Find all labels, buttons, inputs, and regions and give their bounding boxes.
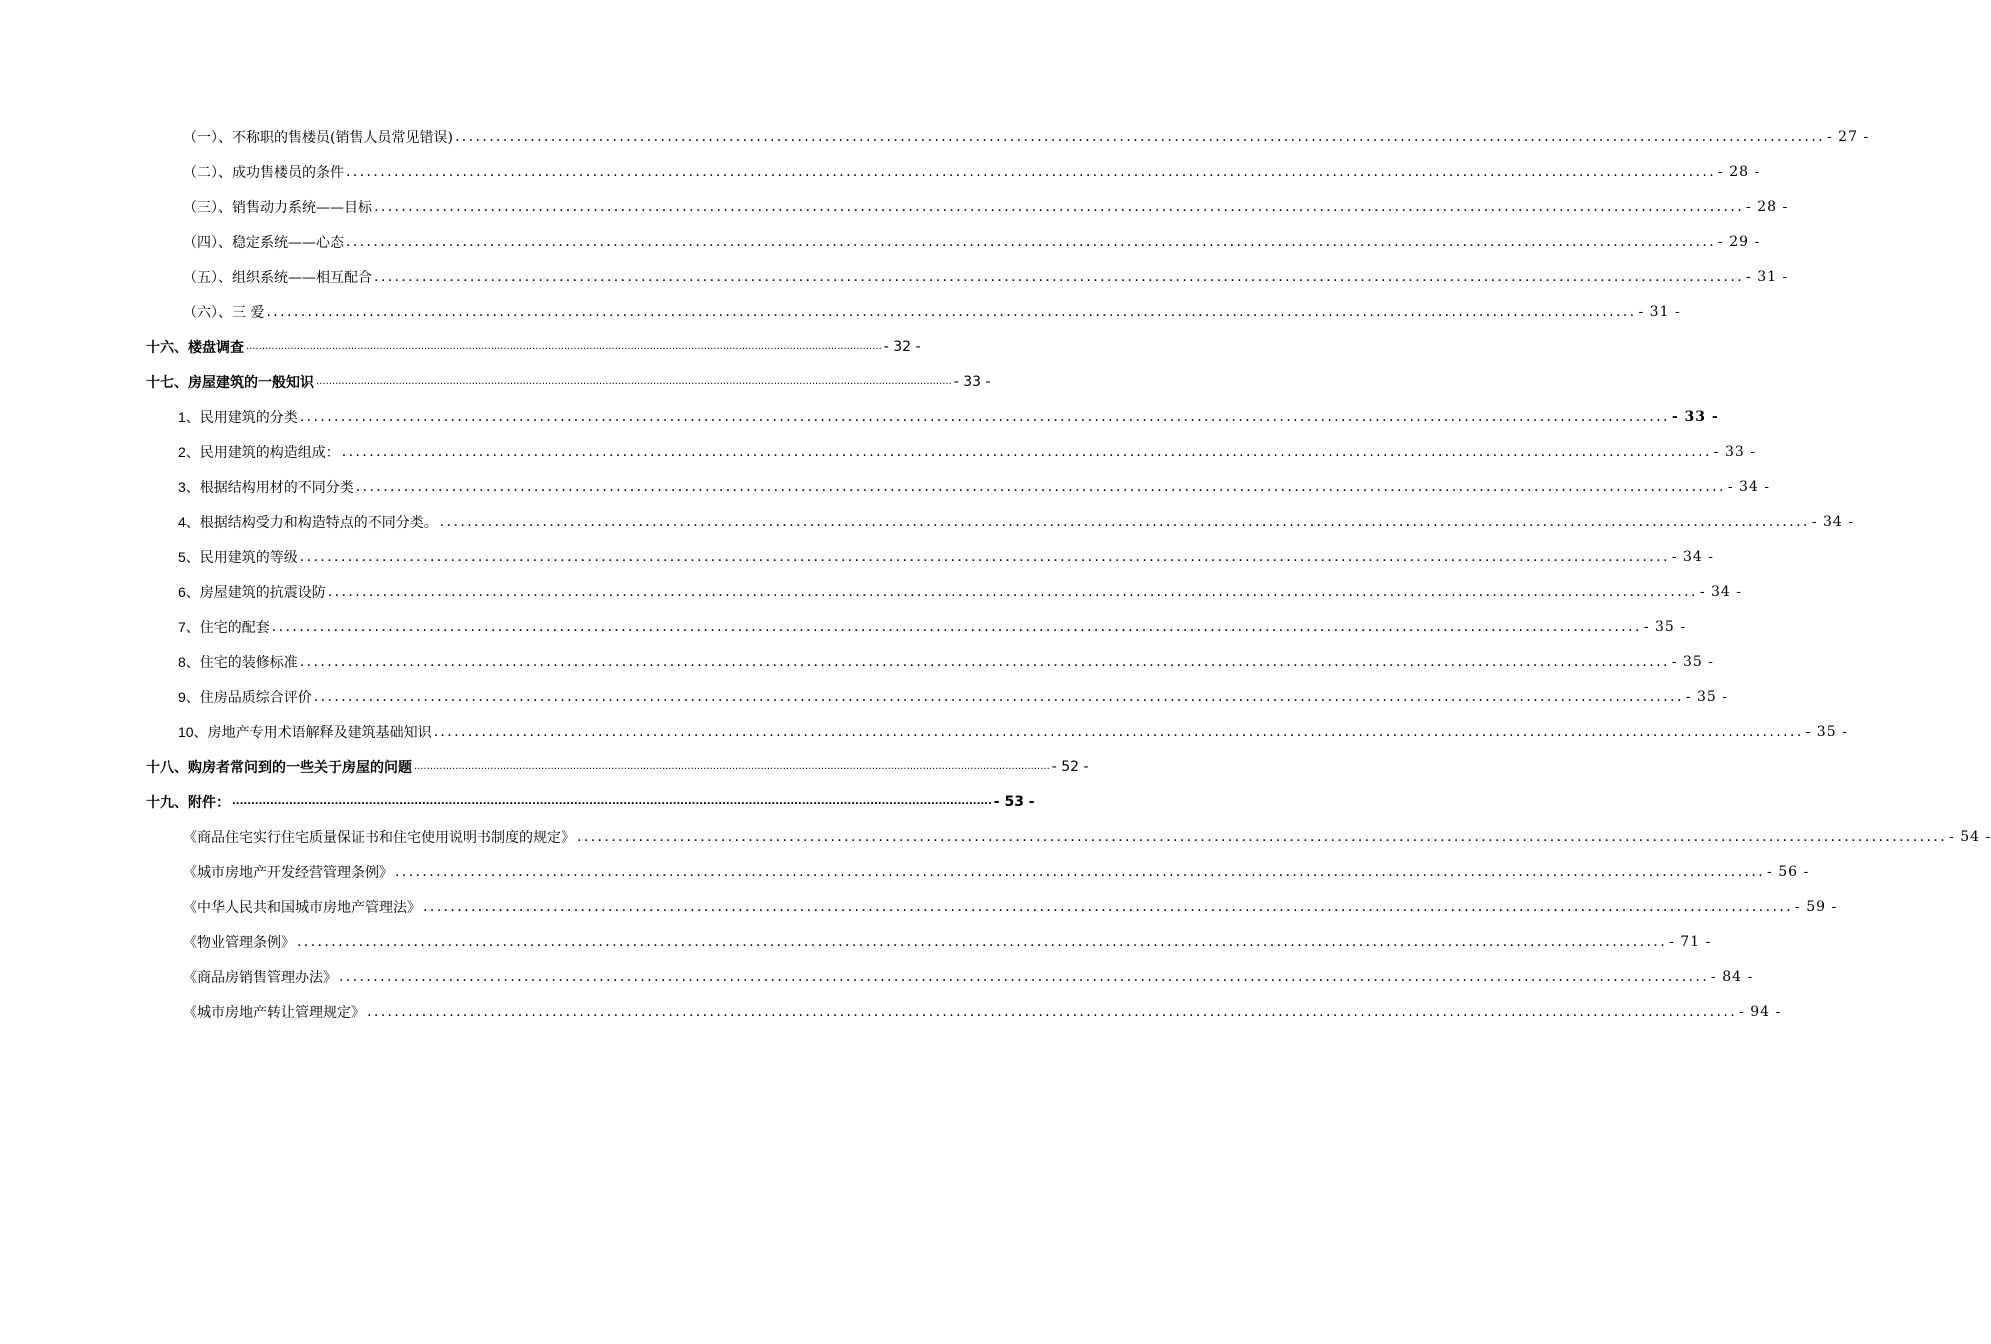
- toc-dot-leader: ........................................................................................................................................................................................................: [374, 268, 1745, 285]
- toc-entry-line: [183, 267, 1789, 287]
- toc-entry-title: [178, 652, 298, 672]
- toc-entry-text: 、根据结构受力和构造特点的不同分类。: [185, 514, 438, 531]
- toc-entry-title: [178, 407, 298, 427]
- toc-page-number: - 52 -: [1051, 758, 1089, 775]
- toc-page-number: - 56 -: [1767, 863, 1810, 880]
- toc-entry-line: [178, 582, 1743, 602]
- toc-entry-title: 《物业管理条例》: [183, 934, 295, 951]
- toc-entry-text: 、住宅的配套: [185, 619, 270, 636]
- toc-page-number: - 28 -: [1746, 198, 1789, 215]
- toc-sub-entry[interactable]: [0, 154, 1761, 189]
- toc-entry-line: [183, 897, 1838, 917]
- toc-sub-entry[interactable]: [0, 539, 1715, 574]
- toc-entry-line: [178, 477, 1771, 497]
- toc-entry-title: [178, 442, 340, 462]
- toc-sub-entry[interactable]: [0, 224, 1761, 259]
- toc-sub-entry[interactable]: [0, 399, 1719, 434]
- toc-entry-title: 《中华人民共和国城市房地产管理法》: [183, 899, 421, 916]
- toc-dot-leader: ........................................................................................................................................................................................................: [339, 968, 1710, 985]
- toc-dot-leader: ........................................................................................................................................................................................................: [327, 583, 1698, 600]
- toc-page-number: - 27 -: [1826, 128, 1870, 145]
- toc-entry-line: [183, 862, 1810, 882]
- toc-entry-number: 1: [178, 408, 186, 425]
- toc-sub-entry[interactable]: [0, 504, 1855, 539]
- toc-entry-text: 、房地产专用术语解释及建筑基础知识: [193, 724, 432, 741]
- toc-entry-line: [183, 932, 1712, 952]
- toc-entry-line: [178, 687, 1729, 707]
- toc-entry-number: 10: [178, 723, 194, 740]
- toc-entry-title: （六）、三 爱: [183, 304, 265, 321]
- toc-page-number: - 29 -: [1718, 233, 1761, 250]
- toc-page-number: - 35 -: [1685, 688, 1729, 705]
- toc-entry-title: 《城市房地产开发经营管理条例》: [183, 864, 393, 881]
- toc-entry-number: 7: [178, 618, 186, 635]
- toc-page-number: - 59 -: [1795, 898, 1838, 915]
- toc-entry-title: 《商品住宅实行住宅质量保证书和住宅使用说明书制度的规定》: [183, 829, 575, 846]
- toc-page-number: - 31 -: [1746, 268, 1789, 285]
- toc-entry-title: 《商品房销售管理办法》: [183, 969, 337, 986]
- toc-entry-title: （五）、组织系统——相互配合: [183, 269, 372, 286]
- toc-entry-line: [183, 302, 1681, 322]
- toc-entry-title: [178, 512, 438, 532]
- toc-sub-entry[interactable]: [0, 854, 1810, 889]
- toc-dot-leader: ........................................................................................................................................................................................................: [297, 933, 1668, 950]
- toc-entry-line: [183, 1002, 1782, 1022]
- toc-dot-leader: ........................................................................................................................................................................................................: [367, 1003, 1738, 1020]
- toc-sub-entry[interactable]: [0, 714, 1848, 749]
- toc-entry-line: [178, 407, 1719, 427]
- toc-page-number: - 34 -: [1811, 513, 1855, 530]
- toc-entry-title: （二）、成功售楼员的条件: [183, 164, 344, 181]
- toc-entry-title: 十九、附件：: [146, 794, 230, 811]
- toc-entry-line: [146, 337, 921, 357]
- toc-dot-leader: ........................................................................................................................................................................................................: [346, 163, 1717, 180]
- toc-dot-leader: ........................................................................................................................................................................................................: [414, 761, 1050, 772]
- toc-dot-leader: ........................................................................................................................................................................................................: [341, 443, 1712, 460]
- toc-page-number: - 71 -: [1669, 933, 1712, 950]
- toc-dot-leader: ........................................................................................................................................................................................................: [299, 408, 1670, 425]
- toc-entry-title: 十七、房屋建筑的一般知识: [146, 374, 314, 391]
- toc-entry-title: [178, 477, 354, 497]
- toc-page-number: - 35 -: [1671, 653, 1715, 670]
- toc-page-number: - 34 -: [1727, 478, 1771, 495]
- toc-dot-leader: ........................................................................................................................................................................................................: [454, 128, 1825, 145]
- toc-entry-text: 、根据结构用材的不同分类: [185, 479, 354, 496]
- toc-sub-entry[interactable]: [0, 189, 1789, 224]
- toc-entry-number: 9: [178, 688, 186, 705]
- table-of-contents: [0, 119, 1991, 1029]
- toc-dot-leader: ........................................................................................................................................................................................................: [346, 233, 1717, 250]
- toc-entry-line: [178, 512, 1855, 532]
- toc-section-entry[interactable]: [0, 364, 991, 399]
- toc-entry-title: 《城市房地产转让管理规定》: [183, 1004, 365, 1021]
- toc-sub-entry[interactable]: [0, 294, 1681, 329]
- toc-entry-line: [178, 722, 1848, 742]
- toc-dot-leader: ........................................................................................................................................................................................................: [232, 796, 992, 807]
- toc-dot-leader: ........................................................................................................................................................................................................: [299, 653, 1670, 670]
- toc-entry-number: 5: [178, 548, 186, 565]
- toc-section-entry[interactable]: [0, 784, 1035, 819]
- toc-dot-leader: ........................................................................................................................................................................................................: [439, 513, 1810, 530]
- toc-entry-text: 、民用建筑的分类: [185, 409, 298, 426]
- toc-page-number: - 53 -: [993, 793, 1035, 810]
- toc-dot-leader: ........................................................................................................................................................................................................: [577, 828, 1948, 845]
- toc-dot-leader: ........................................................................................................................................................................................................: [266, 303, 1637, 320]
- toc-entry-title: [178, 582, 326, 602]
- toc-entry-line: [146, 372, 991, 392]
- toc-page-number: - 35 -: [1805, 723, 1848, 740]
- toc-dot-leader: ........................................................................................................................................................................................................: [316, 376, 952, 387]
- toc-page-number: - 94 -: [1739, 1003, 1782, 1020]
- toc-entry-line: [183, 967, 1754, 987]
- toc-entry-text: 、民用建筑的等级: [185, 549, 298, 566]
- toc-entry-line: [183, 127, 1870, 147]
- toc-dot-leader: ........................................................................................................................................................................................................: [355, 478, 1726, 495]
- toc-dot-leader: ........................................................................................................................................................................................................: [423, 898, 1794, 915]
- toc-dot-leader: ........................................................................................................................................................................................................: [299, 548, 1670, 565]
- toc-entry-number: 4: [178, 513, 186, 530]
- toc-entry-text: 、民用建筑的构造组成：: [185, 444, 340, 461]
- toc-entry-title: [178, 617, 270, 637]
- toc-page-number: - 35 -: [1643, 618, 1687, 635]
- toc-sub-entry[interactable]: [0, 889, 1838, 924]
- toc-page-number: - 33 -: [1671, 408, 1719, 425]
- toc-entry-title: 十八、购房者常问到的一些关于房屋的问题: [146, 759, 412, 776]
- toc-entry-line: [178, 547, 1715, 567]
- toc-sub-entry[interactable]: [0, 119, 1870, 154]
- toc-entry-line: [178, 652, 1715, 672]
- toc-entry-number: 8: [178, 653, 186, 670]
- toc-entry-number: 6: [178, 583, 186, 600]
- toc-sub-entry[interactable]: [0, 644, 1715, 679]
- toc-entry-title: [178, 687, 312, 707]
- toc-dot-leader: ........................................................................................................................................................................................................: [374, 198, 1745, 215]
- toc-sub-entry[interactable]: [0, 469, 1771, 504]
- toc-sub-entry[interactable]: [0, 679, 1729, 714]
- toc-sub-entry[interactable]: [0, 959, 1754, 994]
- toc-page-number: - 32 -: [883, 338, 921, 355]
- toc-page-number: - 33 -: [953, 373, 991, 390]
- toc-entry-text: 、住宅的装修标准: [185, 654, 298, 671]
- toc-entry-line: [146, 792, 1035, 812]
- toc-entry-line: [146, 757, 1089, 777]
- toc-entry-title: 十六、楼盘调查: [146, 339, 244, 356]
- toc-page-number: - 34 -: [1671, 548, 1715, 565]
- toc-entry-line: [183, 232, 1761, 252]
- toc-entry-text: 、房屋建筑的抗震设防: [185, 584, 326, 601]
- toc-entry-title: （一）、不称职的售楼员(销售人员常见错误): [183, 129, 453, 146]
- toc-dot-leader: ........................................................................................................................................................................................................: [271, 618, 1642, 635]
- toc-sub-entry[interactable]: [0, 574, 1743, 609]
- toc-sub-entry[interactable]: [0, 994, 1782, 1029]
- toc-page-number: - 33 -: [1713, 443, 1757, 460]
- toc-page-number: - 54 -: [1949, 828, 1991, 845]
- toc-sub-entry[interactable]: [0, 924, 1712, 959]
- toc-entry-line: [178, 442, 1757, 462]
- toc-entry-text: 、住房品质综合评价: [185, 689, 312, 706]
- toc-page-number: - 31 -: [1638, 303, 1681, 320]
- toc-dot-leader: ........................................................................................................................................................................................................: [395, 863, 1766, 880]
- toc-entry-line: [183, 162, 1761, 182]
- toc-entry-number: 2: [178, 443, 186, 460]
- toc-entry-title: （三）、销售动力系统——目标: [183, 199, 372, 216]
- toc-page-number: - 84 -: [1711, 968, 1754, 985]
- toc-sub-entry[interactable]: [0, 819, 1991, 854]
- toc-dot-leader: ........................................................................................................................................................................................................: [433, 723, 1804, 740]
- toc-section-entry[interactable]: [0, 329, 950, 364]
- toc-dot-leader: ........................................................................................................................................................................................................: [246, 341, 882, 352]
- toc-page-number: - 34 -: [1699, 583, 1743, 600]
- toc-dot-leader: ........................................................................................................................................................................................................: [313, 688, 1684, 705]
- toc-section-entry[interactable]: [0, 749, 1089, 784]
- toc-page-number: - 28 -: [1718, 163, 1761, 180]
- toc-entry-line: [178, 617, 1687, 637]
- toc-entry-title: [178, 722, 432, 742]
- toc-sub-entry[interactable]: [0, 609, 1687, 644]
- toc-sub-entry[interactable]: [0, 259, 1789, 294]
- toc-entry-title: [178, 547, 298, 567]
- toc-entry-line: [183, 827, 1991, 847]
- toc-sub-entry[interactable]: [0, 434, 1757, 469]
- toc-entry-number: 3: [178, 478, 186, 495]
- toc-entry-line: [183, 197, 1789, 217]
- toc-entry-title: （四）、稳定系统——心态: [183, 234, 344, 251]
